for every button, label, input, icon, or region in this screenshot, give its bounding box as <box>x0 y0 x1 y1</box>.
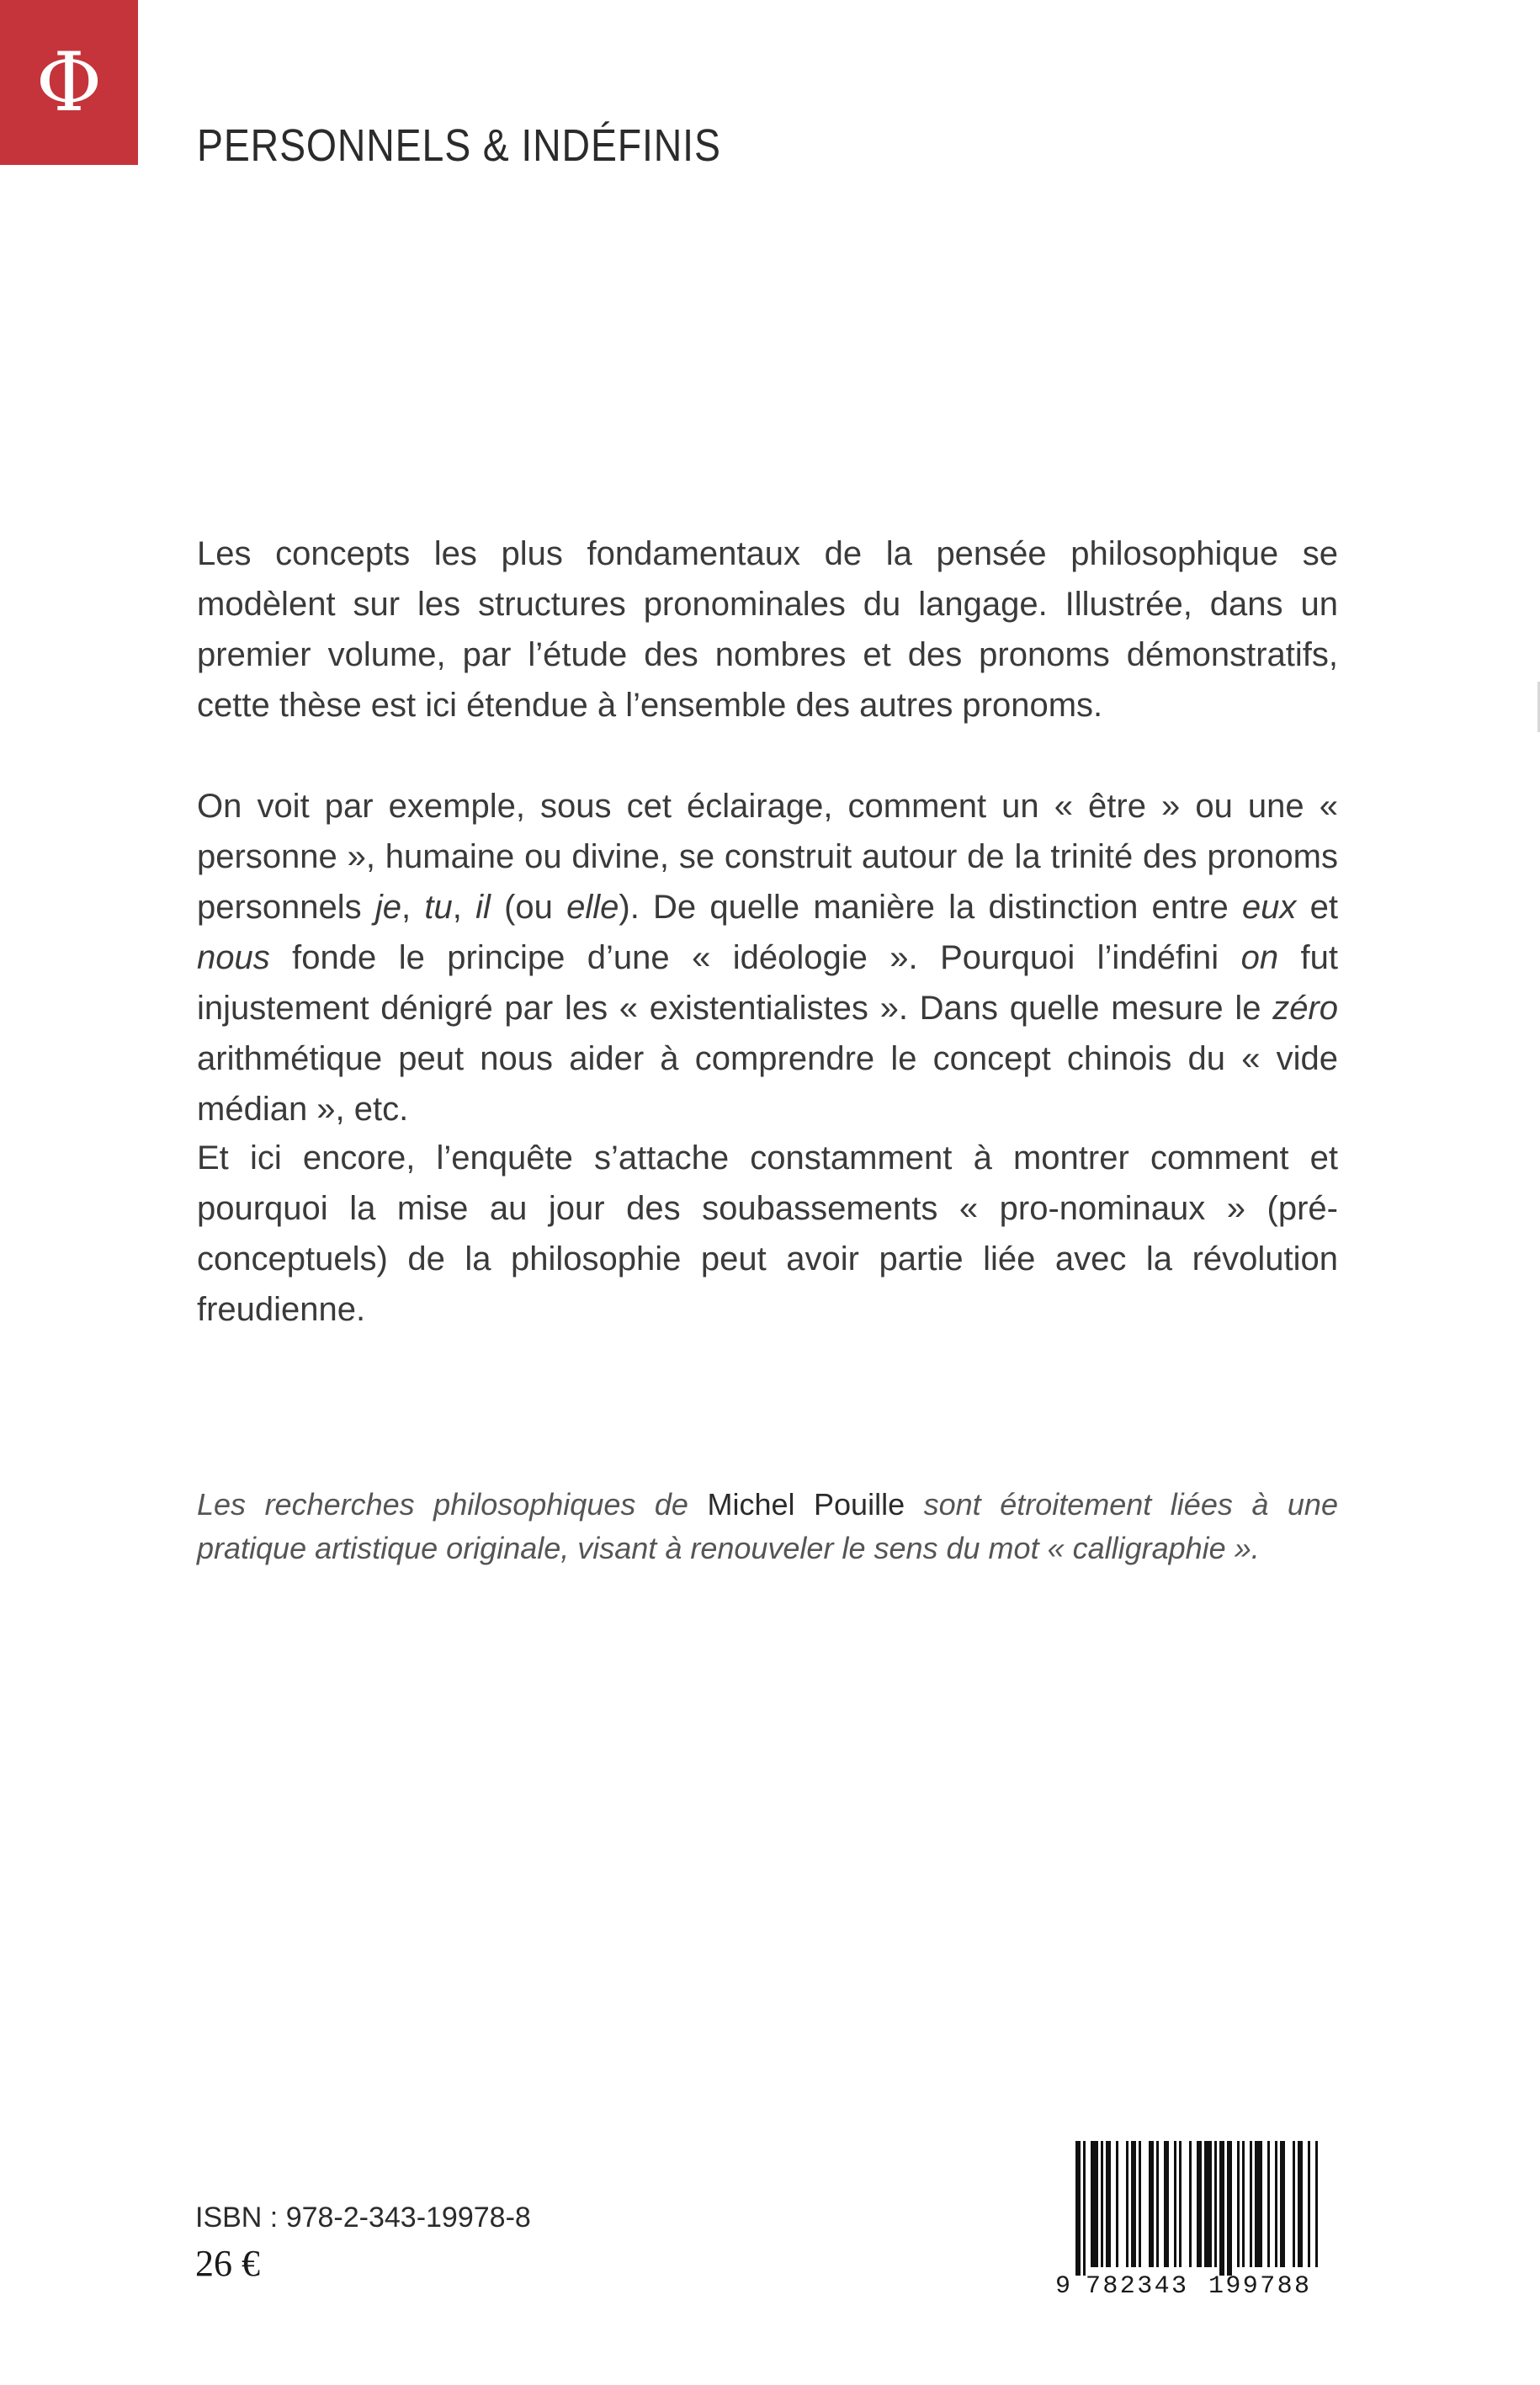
pronoun-eux: eux <box>1241 889 1297 926</box>
barcode-bar <box>1189 2141 1192 2267</box>
barcode-bar <box>1250 2141 1252 2267</box>
p2-text: arithmétique peut nous aider à comprendre le concept chinois du « vide médian », etc. <box>197 1040 1338 1128</box>
barcode-bar <box>1149 2141 1154 2267</box>
barcode-bar <box>1083 2141 1086 2276</box>
barcode <box>1052 2138 1338 2297</box>
barcode-bar <box>1298 2141 1303 2267</box>
barcode-bar <box>1267 2141 1270 2267</box>
barcode-digits-left: 782343 <box>1086 2272 1187 2297</box>
publisher-logo <box>0 0 138 165</box>
barcode-bar <box>1227 2141 1232 2276</box>
pronoun-je: je <box>374 889 402 926</box>
summary-paragraph-3: Et ici encore, l’enquête s’attache constamment à montrer comment et pourquoi la mise au jour des soubassements « pro-nominaux » (pré-conceptuels) de la philosophie peut avoir partie liée avec la révolution freudienne. <box>197 1139 1338 1328</box>
barcode-bar <box>1164 2141 1169 2267</box>
bio-text: Les recherches philosophiques de <box>197 1487 708 1522</box>
barcode-bar <box>1255 2141 1262 2267</box>
p2-text: fut injustement dénigré par les « existentialistes ». Dans quelle mesure le <box>197 939 1338 1027</box>
isbn-label: ISBN : 978-2-343-19978-8 <box>195 2202 531 2234</box>
p2-text: , <box>401 889 425 926</box>
barcode-bar <box>1131 2141 1136 2267</box>
barcode-bar <box>1293 2141 1295 2267</box>
summary-paragraph-2 <box>197 781 1338 1134</box>
barcode-bar <box>1174 2141 1176 2267</box>
barcode-bar <box>1101 2141 1103 2267</box>
author-name: Michel Pouille <box>707 1487 905 1522</box>
phi-icon: Φ <box>35 35 103 130</box>
author-bio <box>197 1483 1338 1570</box>
barcode-digit-first: 9 <box>1055 2272 1071 2297</box>
barcode-bar <box>1204 2141 1212 2267</box>
barcode-bar <box>1106 2141 1111 2267</box>
barcode-bar <box>1219 2141 1224 2276</box>
pronoun-elle: elle <box>566 889 619 926</box>
p2-text: et <box>1296 889 1338 926</box>
barcode-bar <box>1075 2141 1081 2276</box>
barcode-bar <box>1315 2141 1318 2267</box>
p2-text: , <box>452 889 476 926</box>
p2-text: fonde le principe d’une « idéologie ». Pourquoi l’indéfini <box>269 939 1241 976</box>
pronoun-nous: nous <box>197 939 270 976</box>
pronoun-il: il <box>475 889 491 926</box>
barcode-bar <box>1126 2141 1128 2267</box>
barcode-bar <box>1091 2141 1098 2267</box>
price-label: 26 € <box>195 2243 260 2284</box>
barcode-digits-right: 199788 <box>1208 2272 1309 2297</box>
barcode-bar <box>1242 2141 1245 2267</box>
barcode-bars <box>1075 2141 1318 2276</box>
pronoun-on: on <box>1240 939 1279 976</box>
barcode-bar <box>1156 2141 1159 2267</box>
barcode-bar <box>1214 2141 1217 2267</box>
summary-paragraph-1: Les concepts les plus fondamentaux de la pensée philosophique se modèlent sur les structures pronominales du langage. Illustrée, dans un premier volume, par l’étude des nombres et des pronoms démonstratifs, cette thèse est ici étendue à l’ensemble des autres pronoms. <box>197 535 1338 724</box>
barcode-bar <box>1237 2141 1240 2267</box>
pronoun-tu: tu <box>424 889 453 926</box>
p2-text: (ou <box>490 889 567 926</box>
barcode-bar <box>1139 2141 1141 2267</box>
bio-text: sont étroitement liées à une pratique artistique originale, visant à renouveler le sens du mot « calligraphie ». <box>197 1487 1338 1565</box>
p2-text: ). De quelle manière la distinction entre <box>619 889 1242 926</box>
barcode-bar <box>1275 2141 1277 2267</box>
barcode-bar <box>1179 2141 1182 2267</box>
barcode-bar <box>1308 2141 1310 2267</box>
book-title: PERSONNELS & INDÉFINIS <box>197 120 721 171</box>
p2-text: On voit par exemple, sous cet éclairage, comment un « être » ou une « personne », humaine ou divine, se construit autour de la trinité des pronoms personnels <box>197 788 1338 926</box>
barcode-bar <box>1280 2141 1285 2267</box>
barcode-bar <box>1116 2141 1118 2267</box>
barcode-bar <box>1197 2141 1202 2267</box>
word-zero: zéro <box>1272 990 1338 1027</box>
